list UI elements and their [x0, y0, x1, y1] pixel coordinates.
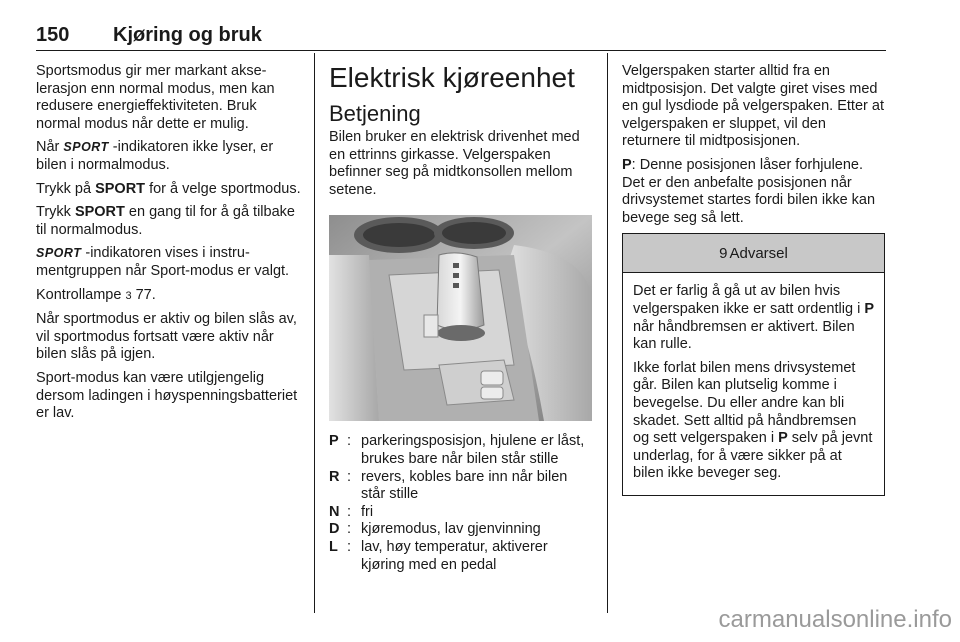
- paragraph: Velgerspaken starter alltid fra en midtposisjon. Det valgte giret vises med en gul lysdiode på velgerspaken. Etter at velgerspaken er sluppet, vil den returnere til midtposisjonen.: [622, 63, 884, 150]
- paragraph: Ikke forlat bilen mens drivsystemet går. Bilen kan plutselig komme i bevegelse. Du eller andre kan bli skadet. Sett alltid på håndbremsen og sett velgerspaken i P selv på jevnt underlag, for å være sikker på at bilen ikke beveger seg.: [633, 359, 873, 482]
- paragraph: Trykk på SPORT for å velge sportmodus.: [36, 180, 301, 197]
- column-right: [622, 63, 885, 496]
- paragraph: Trykk SPORT en gang til for å gå tilbake til normalmodus.: [36, 204, 295, 238]
- column-divider-2: [607, 53, 608, 613]
- paragraph: Sport-modus kan være utilgjengelig dersom ladingen i høyspenningsbatteriet er lav.: [36, 369, 298, 422]
- definition-row: L : lav, høy temperatur, aktiverer kjøring med en pedal: [329, 538, 548, 573]
- paragraph: Det er farlig å gå ut av bilen hvis velgerspaken ikke er satt ordentlig i P når håndbremsen er aktivert. Bilen kan rulle.: [633, 283, 874, 353]
- warning-icon: 9: [719, 244, 728, 262]
- page-number: 150: [36, 24, 70, 46]
- paragraph: P: Denne posisjonen låser forhjulene. Det er den anbefalte posisjonen når drivsystemet startes fordi bilen ikke kan bevege seg så lett.: [622, 156, 876, 226]
- subsection-heading: Betjening: [329, 101, 421, 126]
- definition-row: N : fri: [329, 503, 374, 520]
- paragraph: SPORT -indikatoren vises i instrumentgruppen når Sport-modus er valgt.: [36, 245, 290, 279]
- page-reference-arrow-icon: 3: [125, 289, 132, 302]
- paragraph: Når sportmodus er aktiv og bilen slås av, vil sportmodus fortsatt være aktiv når bilen slås på igjen.: [36, 311, 297, 363]
- section-heading: Elektrisk kjøreenhet: [329, 62, 575, 93]
- gear-selector-photo: [329, 215, 592, 421]
- sport-button-label: SPORT: [74, 204, 125, 221]
- paragraph: Kontrollampe 3 77.: [36, 286, 156, 303]
- page-header: [36, 24, 886, 50]
- header-divider: [36, 50, 886, 51]
- column-middle: [329, 63, 592, 574]
- definition-row: D : kjøremodus, lav gjenvinning: [329, 521, 541, 538]
- sport-indicator-label: SPORT: [36, 246, 82, 261]
- paragraph: Bilen bruker en elektrisk drivenhet med en ettrinns girkasse. Velgerspaken befinner seg på midtkonsollen mellom setene.: [329, 129, 580, 198]
- definition-row: R : revers, kobles bare inn når bilen står stille: [329, 468, 568, 503]
- column-left: [36, 63, 301, 429]
- warning-box: [622, 233, 885, 496]
- warning-body: [623, 273, 884, 495]
- warning-header: [623, 234, 884, 273]
- gear-definitions-list: [329, 433, 592, 574]
- definition-row: P : parkeringsposisjon, hjulene er låst, brukes bare når bilen står stille: [329, 433, 585, 467]
- paragraph: Når SPORT -indikatoren ikke lyser, er bilen i normalmodus.: [36, 139, 274, 173]
- watermark: carmanualsonline.info: [718, 606, 952, 633]
- column-divider-1: [314, 53, 315, 613]
- sport-button-label: SPORT: [95, 180, 146, 197]
- warning-title: Advarsel: [729, 244, 788, 262]
- paragraph: Sportsmodus gir mer markant akselerasjon enn normal modus, men kan redusere energieffektiviteten. Bruk normal modus når dette er mulig.: [36, 63, 275, 132]
- page-title: Kjøring og bruk: [113, 24, 262, 46]
- sport-indicator-label: SPORT: [63, 140, 109, 155]
